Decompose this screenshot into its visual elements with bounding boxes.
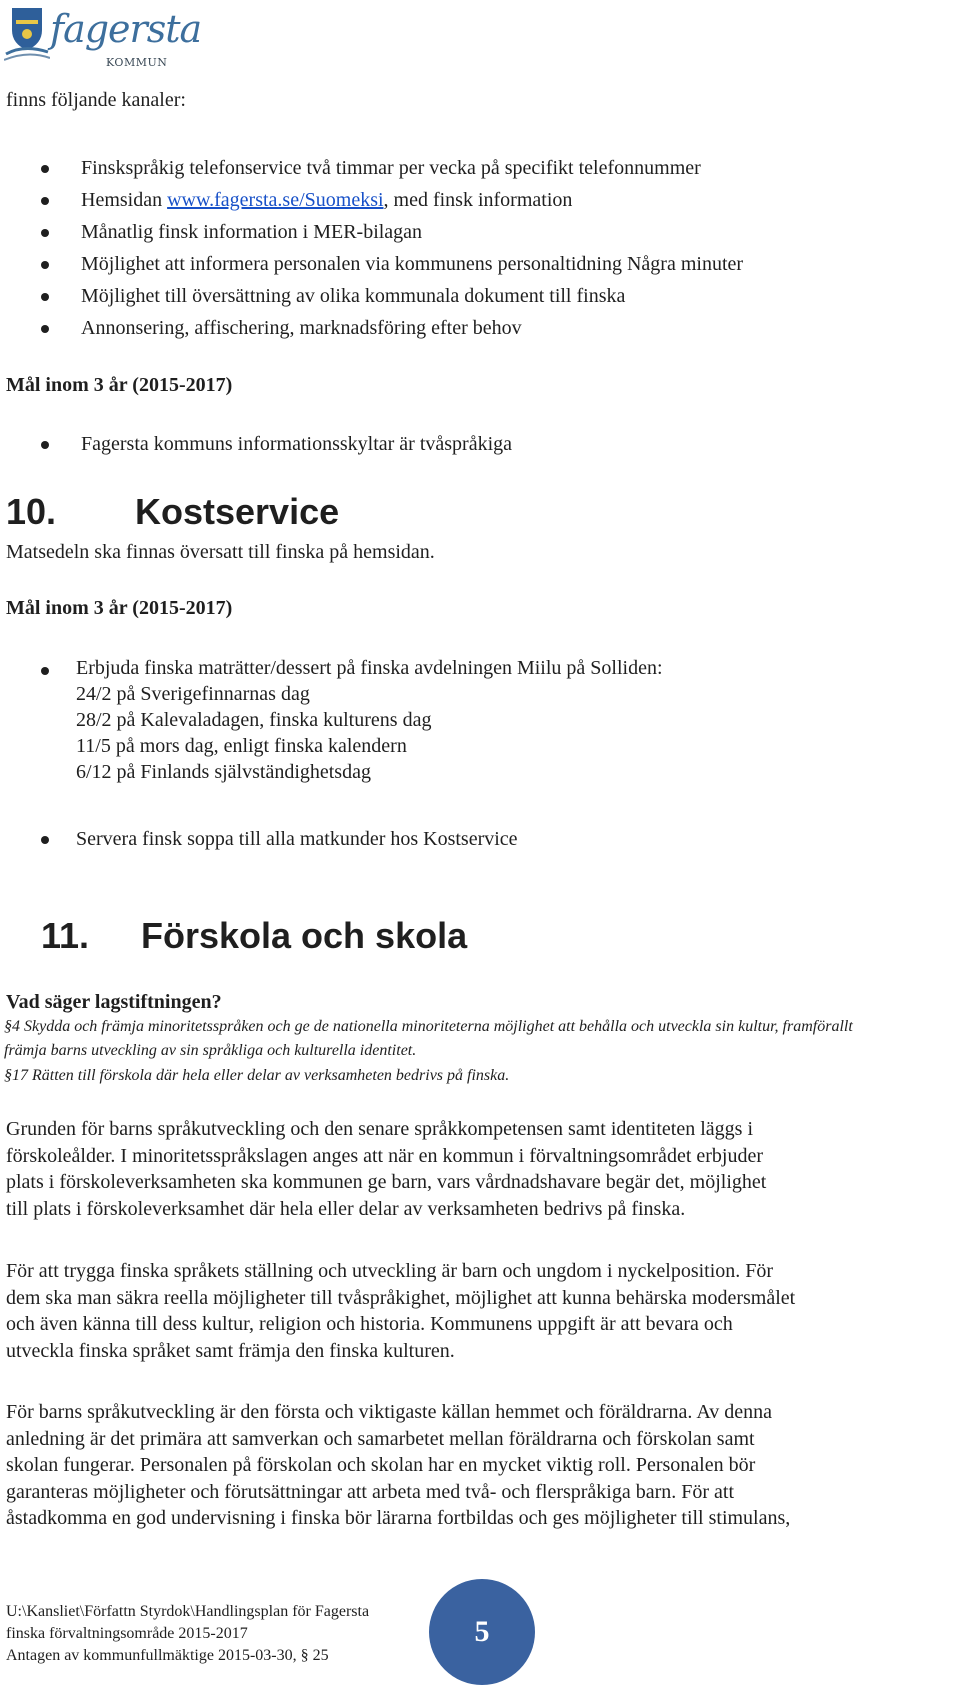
list-item <box>0 428 512 460</box>
goal-heading: Mål inom 3 år (2015-2017) <box>6 374 233 396</box>
law-line: §4 Skydda och främja minoritetsspråken och ge de nationella minoriteterna möjlighet att behålla och utveckla sin kultur, framförallt <box>4 1018 853 1035</box>
intro-line: finns följande kanaler: <box>6 89 186 111</box>
list-item-line: 6/12 på Finlands självständighetsdag <box>76 761 371 783</box>
list-item <box>0 152 743 184</box>
list-item-text: Finskspråkig telefonservice två timmar per vecka på specifikt telefonnummer <box>81 157 701 179</box>
list-item <box>0 280 743 312</box>
document-footer <box>6 1601 369 1667</box>
list-item-line: 11/5 på mors dag, enligt finska kalendern <box>76 735 407 757</box>
paragraph-line: anledning är det primära att samverkan och samarbetet mellan föräldrarna och förskolan samt <box>6 1427 755 1450</box>
list-item <box>76 826 518 852</box>
list-item <box>76 655 663 785</box>
paragraph-line: garanteras möjligheter och förutsättningar att arbeta med två- och flerspråkiga barn. För att <box>6 1480 735 1503</box>
section-heading-forskola <box>6 915 467 957</box>
section-number: 11. <box>41 915 90 956</box>
list-item-text: Möjlighet att informera personalen via kommunens personaltidning Några minuter <box>81 253 744 275</box>
fagersta-kommun-logo <box>4 4 202 70</box>
channels-list <box>0 152 743 344</box>
section-number: 10. <box>6 491 57 532</box>
section-heading-kostservice <box>6 491 339 533</box>
list-item-text: Möjlighet till översättning av olika kommunala dokument till finska <box>81 285 626 307</box>
list-item <box>0 184 743 216</box>
paragraph-line: För barns språkutveckling är den första och viktigaste källan hemmet och föräldrarna. Av denna <box>6 1401 773 1423</box>
list-item-text: Fagersta kommuns informationsskyltar är tvåspråkiga <box>81 433 513 455</box>
goal-heading: Mål inom 3 år (2015-2017) <box>6 597 233 619</box>
website-link[interactable]: www.fagersta.se/Suomeksi <box>167 189 384 211</box>
paragraph-line: till plats i förskoleverksamhet där hela eller delar av verksamheten bedrivs på finska. <box>6 1197 686 1220</box>
list-item-line: Erbjuda finska maträtter/dessert på finska avdelningen Miilu på Solliden: <box>76 657 663 679</box>
list-item-text: Annonsering, affischering, marknadsföring efter behov <box>81 317 522 339</box>
coat-of-arms-icon <box>4 4 50 64</box>
law-heading: Vad säger lagstiftningen? <box>6 991 222 1013</box>
page-number-badge: 5 <box>429 1579 535 1685</box>
list-item-text: , med finsk information <box>383 189 573 211</box>
list-item-text: Månatlig finsk information i MER-bilagan <box>81 221 423 243</box>
list-item <box>0 216 743 248</box>
paragraph-line: utveckla finska språket samt främja den finska kulturen. <box>6 1339 455 1362</box>
paragraph-line: och även känna till dess kultur, religion och historia. Kommunens uppgift är att bevara och <box>6 1313 733 1335</box>
paragraph-line: plats i förskoleverksamheten ska kommunen ge barn, vars vårdnadshavare begär det, möjlighet <box>6 1171 767 1193</box>
paragraph <box>6 1258 956 1364</box>
list-item-line: 28/2 på Kalevaladagen, finska kulturens dag <box>76 709 432 731</box>
list-item-line: Servera finsk soppa till alla matkunder hos Kostservice <box>76 828 518 850</box>
section-title: Kostservice <box>135 491 340 532</box>
paragraph <box>6 1399 956 1532</box>
list-item-text: Hemsidan <box>81 189 168 211</box>
law-line: främja barns utveckling av sin språkliga och kulturella identitet. <box>4 1042 417 1059</box>
footer-adoption: Antagen av kommunfullmäktige 2015-03-30, § 25 <box>6 1647 329 1664</box>
paragraph-line: skolan fungerar. Personalen på förskolan och skolan har en mycket viktig roll. Personalen bör <box>6 1454 756 1476</box>
footer-title: finska förvaltningsområde 2015-2017 <box>6 1625 248 1642</box>
list-item <box>0 312 743 344</box>
paragraph-line: dem ska man säkra reella möjligheter till tvåspråkighet, möjlighet att kunna behärska modersmålet <box>6 1286 796 1309</box>
paragraph <box>6 1116 956 1222</box>
list-item-line: 24/2 på Sverigefinnarnas dag <box>76 683 310 705</box>
paragraph-line: För att trygga finska språkets ställning och utveckling är barn och ungdom i nyckelposition. För <box>6 1260 774 1282</box>
paragraph-line: förskoleålder. I minoritetsspråkslagen anges att när en kommun i förvaltningsområdet erbjuder <box>6 1144 764 1167</box>
section-text: Matsedeln ska finnas översatt till finska på hemsidan. <box>6 541 435 563</box>
logo-subtitle: KOMMUN <box>106 56 168 69</box>
logo-wordmark: fagersta <box>50 7 202 51</box>
list-item <box>0 248 743 280</box>
section-title: Förskola och skola <box>141 915 468 956</box>
paragraph-line: åstadkomma en god undervisning i finska bör lärarna fortbildas och ges möjligheter till stimulans, <box>6 1507 791 1529</box>
bullet-icon <box>41 667 49 675</box>
goal-list <box>0 428 512 460</box>
bullet-icon <box>41 836 49 844</box>
paragraph-line: Grunden för barns språkutveckling och den senare språkkompetensen samt identiteten läggs i <box>6 1118 754 1140</box>
footer-path: U:\Kansliet\Författn Styrdok\Handlingsplan för Fagersta <box>6 1603 370 1620</box>
law-line: §17 Rätten till förskola där hela eller delar av verksamheten bedrivs på finska. <box>4 1067 510 1084</box>
